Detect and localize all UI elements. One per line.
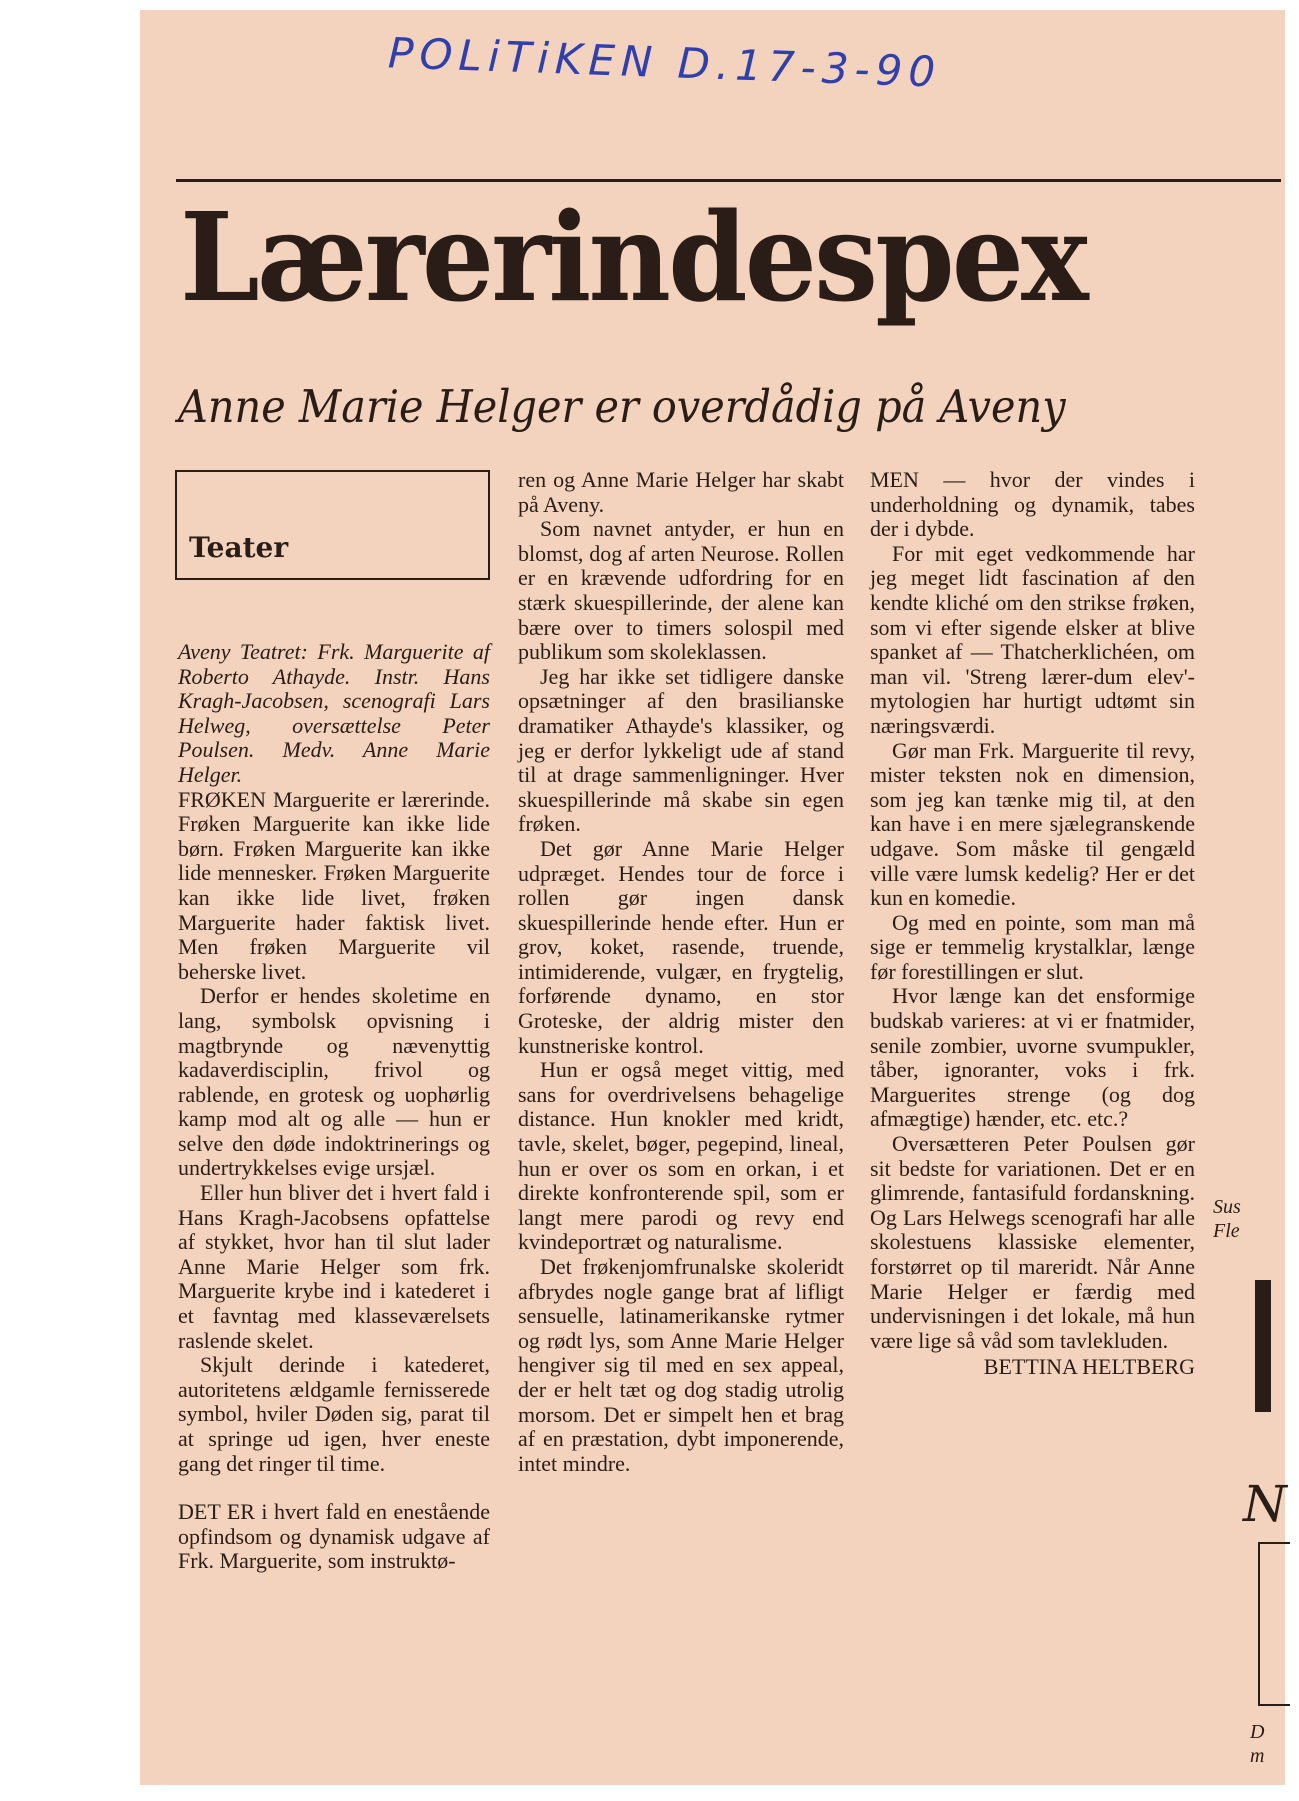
paragraph: Og med en pointe, som man må sige er temmelig krystalklar, længe før forestillingen er slut. — [870, 909, 1195, 984]
section-label-box — [175, 470, 490, 580]
edge-heading-bar — [1255, 1280, 1271, 1412]
top-rule — [176, 179, 1281, 182]
edge-fragment-bottom — [1250, 1720, 1264, 1768]
paragraph: Gør man Frk. Marguerite til revy, mister teksten nok en dimension, som jeg kan tænke mig til, at den kan have i en mere sjælegranskende udgave. Som måske til gengæld ville være lumsk kedelig? Her er det kun en komedie. — [870, 737, 1195, 911]
edge-fragment-line: Sus — [1213, 1196, 1241, 1218]
edge-fragment-line: m — [1250, 1745, 1265, 1767]
paragraph: MEN — hvor der vindes i underholdning og dynamik, tabes der i dybde. — [870, 467, 1195, 542]
byline: BETTINA HELTBERG — [983, 1354, 1195, 1380]
edge-fragment-line: D — [1250, 1721, 1265, 1743]
credits: Aveny Teatret: Frk. Marguerite af Roberto Athayde. Instr. Hans Kragh-Jacobsen, scenografi Lars Helweg, oversættelse Peter Poulsen. Medv. Anne Marie Helger. — [178, 639, 490, 787]
paragraph: ren og Anne Marie Helger har skabt på Aveny. — [518, 467, 844, 517]
article-column-3 — [870, 468, 1195, 1380]
subheadline: Anne Marie Helger er overdådig på Aveny — [178, 380, 1066, 433]
paragraph: Det frøkenjomfrunalske skoleridt afbrydes nogle gange brat af lifligt sensuelle, latinamerikanske rytmer og rødt lys, som Anne Marie Helger hengiver sig til med en sex appeal, der er helt tæt og dog stadig utrolig morsom. Det er simpelt hen et brag af en præstation, dybt imponerende, intet mindre. — [518, 1254, 844, 1476]
section-label: Teater — [189, 531, 289, 564]
paragraph: Oversætteren Peter Poulsen gør sit bedste for variationen. Det er en glimrende, fantasifuld fordanskning. Og Lars Helwegs scenografi har alle skolestuens klassiske elementer, forstørret op til mareridt. Når Anne Marie Helger er færdig med undervisningen i det lokale, må hun være lige så våd som tavlekluden. — [870, 1131, 1195, 1353]
paragraph: Derfor er hendes skoletime en lang, symbolsk opvisning i magtbrynde og nævenyttig kadaverdisciplin, frivol og rablende, en grotesk og uophørlig kamp mod alt og alle — hun er selve den døde indoktrinerings og undertrykkelses evige ursjæl. — [178, 983, 490, 1181]
paragraph: Hvor længe kan det ensformige budskab varieres: at vi er fnatmider, senile zombier, uvorne svumpukler, tåber, ignoranter, voks i frk. Marguerites strenge (og dog afmægtige) hænder, etc. etc.? — [870, 983, 1195, 1132]
edge-fragment — [1213, 1195, 1241, 1243]
edge-fragment-line: Fle — [1213, 1220, 1240, 1242]
paragraph: DET ER i hvert fald en enestående opfindsom og dynamisk udgave af Frk. Marguerite, som instruktø- — [178, 1499, 490, 1574]
handwritten-source-note: POLiTiKEN D.17-3-90 — [387, 28, 942, 97]
paragraph: Skjult derinde i katederet, autoritetens ældgamle fernisserede symbol, hviler Døden sig, parat til at springe ud igen, hver eneste gang det ringer til time. — [178, 1352, 490, 1476]
paragraph: Eller hun bliver det i hvert fald i Hans Kragh-Jacobsens opfattelse af stykket, hvor han til slut lader Anne Marie Helger som frk. Marguerite krybe ind i katederet i et favntag med klasseværelsets raslende skelet. — [178, 1180, 490, 1353]
article-column-2 — [518, 468, 844, 1476]
headline: Lærerindespex — [180, 185, 1087, 329]
paragraph: For mit eget vedkommende har jeg meget lidt fascination af den kendte kliché om den strikse frøken, som vi efter sigende elsker at blive spanket af — Thatcherklichéen, om man vil. 'Streng lærer-dum elev'-mytologien har hurtigt udtømt sin næringsværdi. — [870, 540, 1195, 738]
paragraph: Hun er også meget vittig, med sans for overdrivelsens behagelige distance. Hun knokler med kridt, tavle, skelet, bøger, pegepind, lineal, hun er over os som en orkan, i et direkte konfronterende spil, som er langt mere parodi og revy end kvindeportræt og naturalisme. — [518, 1057, 844, 1255]
paragraph: Det gør Anne Marie Helger udpræget. Hendes tour de force i rollen gør ingen dansk skuespillerinde hende efter. Hun er grov, koket, rasende, truende, intimiderende, vulgær, en frygtelig, forførende dynamo, en stor Groteske, der aldrig mister den kunstneriske kontrol. — [518, 835, 844, 1058]
article-column-1 — [178, 640, 490, 1574]
paragraph: FRØKEN Marguerite er lærerinde. Frøken Marguerite kan ikke lide børn. Frøken Marguerite kan ikke lide mennesker. Frøken Marguerite kan ikke lide livet, frøken Marguerite hader faktisk livet. Men frøken Marguerite vil beherske livet. — [178, 786, 490, 984]
paragraph: Jeg har ikke set tidligere danske opsætninger af den brasilianske dramatiker Athayde's klassiker, og jeg er derfor lykkeligt ude af stand til at drage sammenligninger. Hver skuespillerinde må skabe sin egen frøken. — [518, 663, 844, 837]
paragraph: Som navnet antyder, er hun en blomst, dog af arten Neurose. Rollen er en krævende udfordring for en stærk skuespillerinde, der alene kan bære over to timers solospil med publikum som skoleklassen. — [518, 516, 844, 665]
edge-box — [1258, 1542, 1290, 1706]
edge-fragment-letter: N — [1243, 1475, 1287, 1533]
